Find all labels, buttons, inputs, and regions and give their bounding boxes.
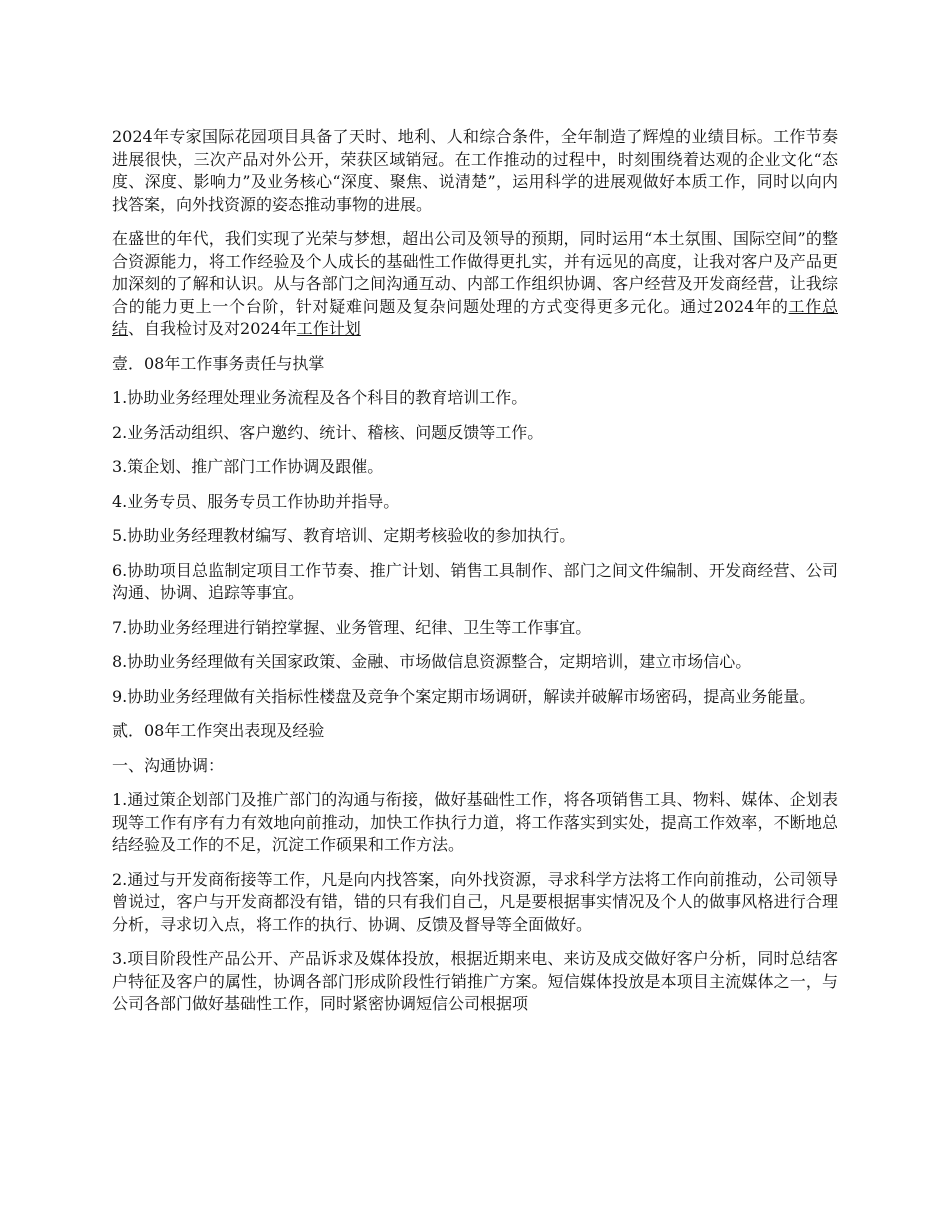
work-summary-link[interactable]: 工作总结: [112, 296, 838, 338]
experience-item: 3.项目阶段性产品公开、产品诉求及媒体投放，根据近期来电、来访及成交做好客户分析，同时总结客户特征及客户的属性，协调各部门形成阶段性行销推广方案。短信媒体投放是本项目主流媒体之一，与公司各部门做好基础性工作，同时紧密协调短信公司根据项: [112, 949, 838, 1013]
duty-item: 8.协助业务经理做有关国家政策、金融、市场做信息资源整合，定期培训，建立市场信心。: [112, 652, 752, 671]
duty-item: 9.协助业务经理做有关指标性楼盘及竞争个案定期市场调研，解读并破解市场密码，提高业务能量。: [112, 686, 816, 706]
subsection-1-title: 一、沟通协调：: [112, 755, 225, 775]
experience-item: 1.通过策企划部门及推广部门的沟通与衔接，做好基础性工作，将各项销售工具、物料、媒体、企划表现等工作有序有力有效地向前推动，加快工作执行力道，将工作落实到实处，提高工作效率，不断地总结经验及工作的不足，沉淀工作硕果和工作方法。: [112, 790, 838, 854]
intro-paragraph-1: 2024年专家国际花园项目具备了天时、地利、人和综合条件，全年制造了辉煌的业绩目标。工作节奏进展很快，三次产品对外公开，荣获区域销冠。在工作推动的过程中，时刻围绕着达观的企业文化“态度、深度、影响力”及业务核心“深度、聚焦、说清楚”，运用科学的进展观做好本质工作，同时以向内找答案，向外找资源的姿态推动事物的进展。: [112, 127, 838, 214]
duty-item: 7.协助业务经理进行销控掌握、业务管理、纪律、卫生等工作事宜。: [112, 617, 592, 637]
duty-item: 5.协助业务经理教材编写、教育培训、定期考核验收的参加执行。: [112, 526, 576, 545]
section-2-title: 贰．08年工作突出表现及经验: [112, 721, 325, 740]
section-1-title: 壹．08年工作事务责任与执掌: [112, 353, 325, 373]
work-plan-link[interactable]: 工作计划: [296, 319, 361, 338]
intro-paragraph-2: [112, 228, 838, 341]
duty-item: 3.策企划、推广部门工作协调及跟催。: [112, 457, 384, 476]
experience-item: 2.通过与开发商衔接等工作，凡是向内找答案，向外找资源，寻求科学方法将工作向前推动，公司领导曾说过，客户与开发商都没有错，错的只有我们自己，凡是要根据事实情况及个人的做事风格进行合理分析，寻求切入点，将工作的执行、协调、反馈及督导等全面做好。: [112, 869, 838, 934]
intro-paragraph-2-mid: 、自我检讨及对2024年: [128, 319, 297, 338]
duty-item: 6.协助项目总监制定项目工作节奏、推广计划、销售工具制作、部门之间文件编制、开发商经营、公司沟通、协调、追踪等事宜。: [112, 560, 838, 602]
duty-item: 4.业务专员、服务专员工作协助并指导。: [112, 491, 400, 511]
duty-item: 2.业务活动组织、客户邀约、统计、稽核、问题反馈等工作。: [112, 422, 544, 442]
duty-item: 1.协助业务经理处理业务流程及各个科目的教育培训工作。: [112, 388, 528, 407]
intro-paragraph-2-text: 在盛世的年代，我们实现了光荣与梦想，超出公司及领导的预期，同时运用“本土氛围、国际空间”的整合资源能力，将工作经验及个人成长的基础性工作做得更扎实，并有远见的高度，让我对客户及产品更加深刻的了解和认识。从与各部门之间沟通互动、内部工作组织协调、客户经营及开发商经营，让我综合的能力更上一个台阶，针对疑难问题及复杂问题处理的方式变得更多元化。通过2024年的: [112, 229, 838, 316]
